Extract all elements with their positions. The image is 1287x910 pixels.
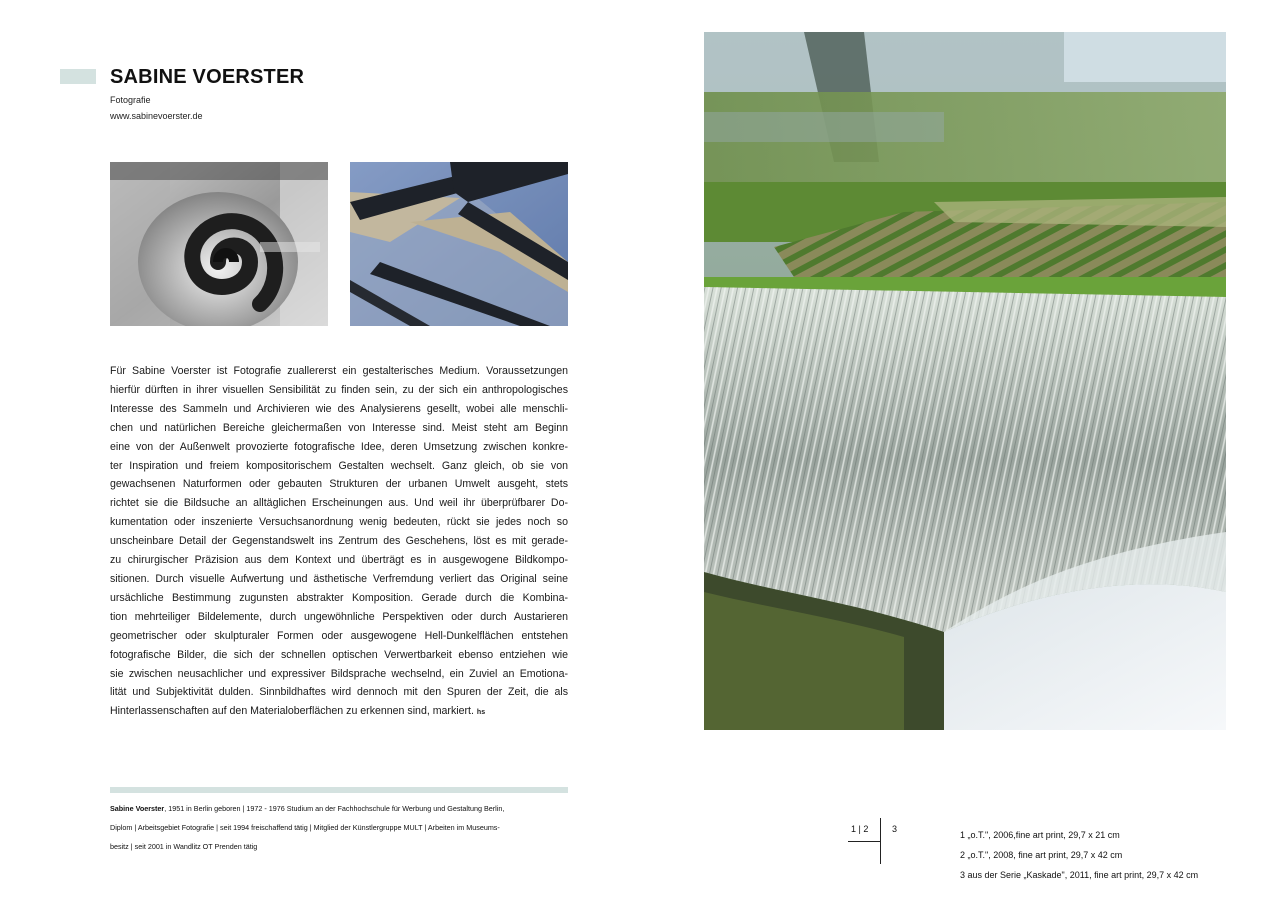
bio-line: sie zwischen neusachlicher und expressiver Bildsprache wechselnd, ein Zuviel an Emotiona- <box>110 667 568 680</box>
bio-line: geometrischer oder skulpturaler Formen oder ausgewogene Hell-Dunkelflächen entstehen <box>110 629 568 642</box>
photo-captions <box>960 825 1198 885</box>
caption-2: 2 „o.T.", 2008, fine art print, 29,7 x 42 cm <box>960 850 1123 860</box>
bio-line: kumentation oder inszenierte Versuchsanordnung wenig bedeuten, rückt sie jedes noch so <box>110 516 568 529</box>
bio-line: lität und Subjektivität dulden. Sinnbildhaftes wird dennoch mit den Spuren der Zeit, die als <box>110 686 568 699</box>
artist-role: Fotografie <box>110 95 151 105</box>
bio-line: fotografische Bilder, die sich der schnellen optischen Verwertbarkeit ebenso entziehen wie <box>110 648 568 661</box>
bio-line: ursächliche Bestimmung zugunsten abstrakter Komposition. Gerade durch die Kombina- <box>110 591 568 604</box>
bio-line: ter Inspiration und freiem kompositorischem Gestalten wechselt. Ganz gleich, ob sie von <box>110 459 568 472</box>
bio-line: chen und natürlichen Bereiche gleichermaßen von Interesse sind. Meist steht am Beginn <box>110 421 568 434</box>
bio-line: Hinterlassenschaften auf den Materialoberflächen zu erkennen sind, markiert. <box>110 705 474 718</box>
photo-1-spiral <box>110 162 328 326</box>
bio-line-last <box>110 702 568 723</box>
name-accent-bar <box>60 69 96 84</box>
bio-line: sitionen. Durch visuelle Aufwertung und ästhetische Verfremdung verliert das Original seine <box>110 572 568 585</box>
cv-line-text: , 1951 in Berlin geboren | 1972 - 1976 Studium an der Fachhochschule für Werbung und Gestaltung Berlin, <box>164 804 505 813</box>
photo-3-cascade <box>704 32 1226 730</box>
artist-website[interactable]: www.sabinevoerster.de <box>110 111 203 121</box>
bio-line: gewachsenen Naturformen oder gebauten Strukturen der urbanen Umwelt ausgeht, stets <box>110 478 568 491</box>
bio-line: Interesse des Sammeln und Archivieren wie des Analysierens gesellt, wobei alle menschli- <box>110 402 568 415</box>
page-numbers-left: 1 | 2 <box>851 824 869 834</box>
cv-name: Sabine Voerster <box>110 804 165 813</box>
bio-line: eine von der Außenwelt provozierte fotografische Idee, deren Umsetzung zwischen konkre- <box>110 440 568 453</box>
cv-line: Diplom | Arbeitsgebiet Fotografie | seit 1994 freischaffend tätig | Mitglied der Künstlergruppe MULT | Arbeiten im Museums- <box>110 823 500 832</box>
cv-line: besitz | seit 2001 in Wandlitz OT Prenden tätig <box>110 842 258 851</box>
bio-line: zu chirurgischer Präzision aus dem Kontext und überträgt es in ausgewogene Bildkompo- <box>110 554 568 567</box>
cv-divider <box>110 787 568 793</box>
author-initials: hs <box>476 709 486 717</box>
page-number-right: 3 <box>892 824 898 834</box>
bio-line: richtet sie die Bildsuche an alltäglichen Erscheinungen aus. Und weil ihr überprüfbarer Do- <box>110 497 568 510</box>
bio-line: tion mehrteiliger Bildelemente, durch ungewöhnliche Perspektiven oder durch Austarieren <box>110 610 568 623</box>
caption-3: 3 aus der Serie „Kaskade", 2011, fine art print, 29,7 x 42 cm <box>960 870 1199 880</box>
bio-line: Für Sabine Voerster ist Fotografie zuallererst ein gestalterisches Medium. Voraussetzungen <box>110 365 568 377</box>
bio-line: unscheinbare Detail der Gegenstandswelt ins Zentrum des Geschehens, löst es mit gerade- <box>110 535 568 548</box>
bio-text <box>110 362 568 723</box>
caption-1: 1 „o.T.", 2006,fine art print, 29,7 x 21 cm <box>960 830 1120 840</box>
bio-line: hierfür dürften in ihrer visuellen Sensibilität zu finden sein, zu der sich ein anthropologisches <box>110 383 568 396</box>
cv-line <box>110 799 570 818</box>
number-divider-horizontal <box>848 841 881 842</box>
cv-text <box>110 799 570 856</box>
artist-name: SABINE VOERSTER <box>110 66 305 88</box>
photo-2-shadows <box>350 162 568 326</box>
